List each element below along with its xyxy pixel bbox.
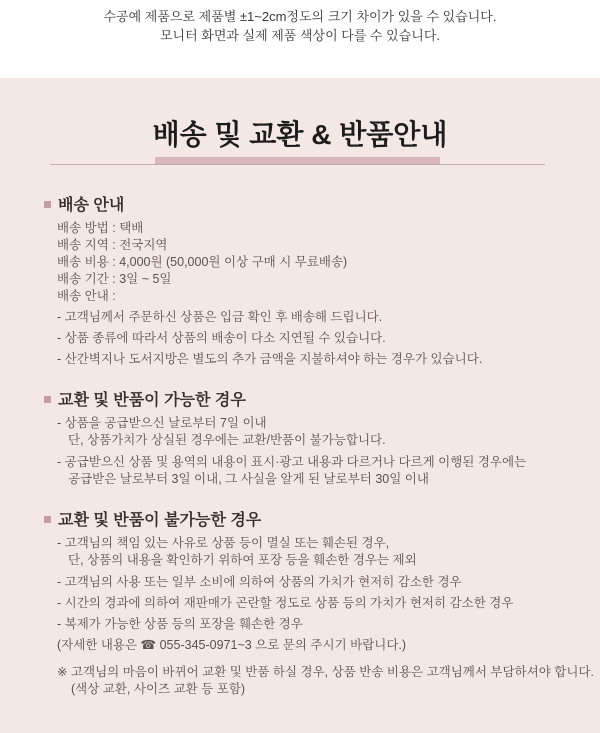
- section-exchange-possible: [0, 392, 600, 488]
- section-exchange-impossible: [0, 512, 600, 654]
- info-line: 배송 방법 : 택배: [57, 221, 144, 235]
- return-cost-footnote: [0, 664, 600, 698]
- info-line: 배송 안내 :: [57, 289, 116, 303]
- square-bullet-icon: [44, 516, 51, 523]
- info-line: - 상품 종류에 따라서 상품의 배송이 다소 지연될 수 있습니다.: [57, 331, 386, 345]
- info-line: - 산간벽지나 도서지방은 별도의 추가 금액을 지불하셔야 하는 경우가 있습니다.: [57, 352, 483, 366]
- info-line: - 고객님께서 주문하신 상품은 입금 확인 후 배송해 드립니다.: [57, 310, 383, 324]
- info-line: - 상품을 공급받으신 날로부터 7일 이내: [57, 416, 267, 430]
- section-heading-text: 배송 안내: [58, 197, 125, 214]
- section-heading: [0, 392, 600, 410]
- info-line: - 복제가 가능한 상품 등의 포장을 훼손한 경우: [57, 617, 303, 631]
- info-line: 배송 지역 : 전국지역: [57, 238, 168, 252]
- panel-title: 배송 및 교환 & 반품안내: [152, 119, 448, 150]
- info-line: - 시간의 경과에 의하여 재판매가 곤란할 정도로 상품 등의 가치가 현저히 감소한 경우: [57, 596, 514, 610]
- info-line: 공급받은 날로부터 3일 이내, 그 사실을 알게 된 날로부터 30일 이내: [68, 472, 429, 486]
- info-line: - 고객님의 사용 또는 일부 소비에 의하여 상품의 가치가 현저히 감소한 경우: [57, 575, 462, 589]
- section-heading-text: 교환 및 반품이 불가능한 경우: [58, 512, 262, 529]
- info-line: - 고객님의 책임 있는 사유로 상품 등이 멸실 또는 훼손된 경우,: [57, 536, 390, 550]
- section-shipping-guide: [0, 197, 600, 368]
- info-line: - 공급받으신 상품 및 용역의 내용이 표시·광고 내용과 다르거나 다르게 이행된 경우에는: [57, 455, 527, 469]
- section-heading-text: 교환 및 반품이 가능한 경우: [58, 392, 246, 409]
- footnote-line-1: ※ 고객님의 마음이 바뀌어 교환 및 반품 하실 경우, 상품 반송 비용은 고객님께서 부담하셔야 합니다.: [57, 665, 594, 679]
- section-heading: [0, 512, 600, 530]
- info-line: 단, 상품의 내용을 확인하기 위하여 포장 등을 훼손한 경우는 제외: [68, 553, 417, 567]
- shipping-return-info-panel: [0, 78, 600, 733]
- square-bullet-icon: [44, 396, 51, 403]
- contact-line: (자세한 내용은 ☎ 055-345-0971~3 으로 문의 주시기 바랍니다.): [57, 638, 407, 652]
- product-size-notice: [0, 0, 600, 78]
- title-divider-line: [50, 164, 545, 165]
- footnote-line-2: (색상 교환, 사이즈 교환 등 포함): [71, 682, 246, 696]
- title-underline: [0, 157, 600, 167]
- info-line: 배송 비용 : 4,000원 (50,000원 이상 구매 시 무료배송): [57, 255, 348, 269]
- section-heading: [0, 197, 600, 215]
- info-line: 배송 기간 : 3일 ~ 5일: [57, 272, 172, 286]
- square-bullet-icon: [44, 201, 51, 208]
- info-line: 단, 상품가치가 상실된 경우에는 교환/반품이 불가능합니다.: [68, 433, 386, 447]
- notice-line-1: 수공예 제품으로 제품별 ±1~2cm정도의 크기 차이가 있을 수 있습니다.: [103, 9, 497, 24]
- notice-line-2: 모니터 화면과 실제 제품 색상이 다를 수 있습니다.: [159, 28, 441, 43]
